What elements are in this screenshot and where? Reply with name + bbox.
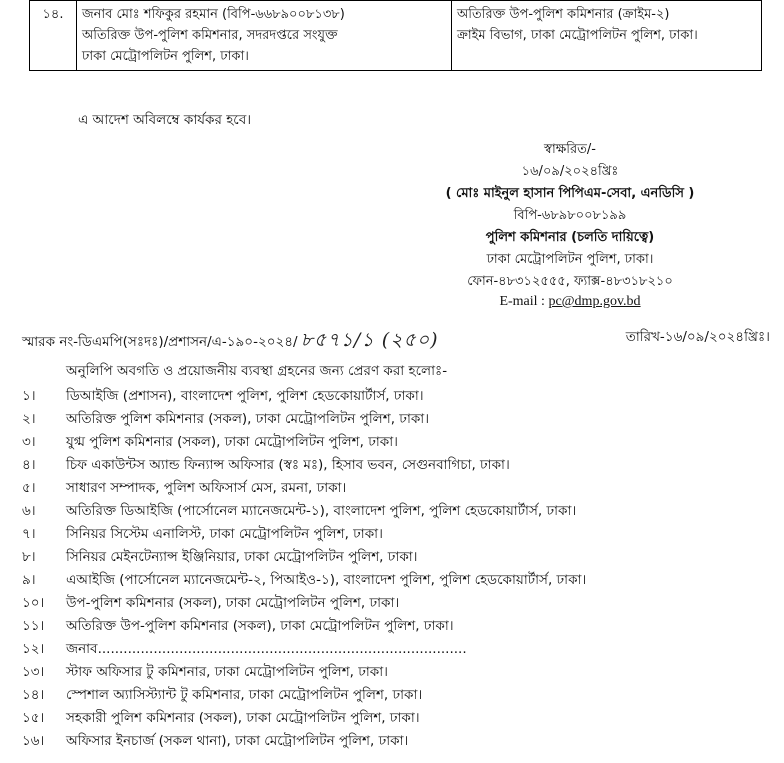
item-text: উপ-পুলিশ কমিশনার (সকল), ঢাকা মেট্রোপলিটন পুলিশ, ঢাকা। xyxy=(66,595,400,611)
item-text: জনাব...................................................................................... xyxy=(66,641,467,657)
item-number: ১। xyxy=(22,388,36,404)
memo-date: তারিখ-১৬/০৯/২০২৪খ্রিঃ। xyxy=(625,329,770,345)
posting-line: ক্রাইম বিভাগ, ঢাকা মেট্রোপলিটন পুলিশ, ঢাকা। xyxy=(457,28,698,43)
current-posting-cell xyxy=(77,1,452,71)
item-number: ৬। xyxy=(22,503,36,519)
item-text: সিনিয়র সিস্টেম এনালিস্ট, ঢাকা মেট্রোপলিটন পুলিশ, ঢাকা। xyxy=(66,526,383,542)
item-text: ডিআইজি (প্রশাসন), বাংলাদেশ পুলিশ, পুলিশ হেডকোয়ার্টার্স, ঢাকা। xyxy=(66,388,424,404)
effect-note: এ আদেশ অবিলম্বে কার্যকর হবে। xyxy=(78,112,252,128)
signatory-designation: পুলিশ কমিশনার (চলতি দায়িত্বে) xyxy=(485,230,655,245)
item-number: ৪। xyxy=(22,457,36,473)
item-number: ৫। xyxy=(22,480,36,496)
item-number: ১৪। xyxy=(22,687,45,703)
transfer-table xyxy=(29,0,762,71)
new-posting-cell xyxy=(452,1,762,71)
current-line: জনাব মোঃ শফিকুর রহমান (বিপি-৬৬৮৯০০৮১৩৮) xyxy=(82,7,345,22)
current-line: অতিরিক্ত উপ-পুলিশ কমিশনার, সদরদপ্তরে সংযুক্ত xyxy=(82,28,338,43)
signatory-org: ঢাকা মেট্রোপলিটন পুলিশ, ঢাকা। xyxy=(486,252,654,267)
item-text: অতিরিক্ত পুলিশ কমিশনার (সকল), ঢাকা মেট্রোপলিটন পুলিশ, ঢাকা। xyxy=(66,411,430,427)
email-label: E-mail : xyxy=(499,294,549,309)
signatory-email-line xyxy=(400,294,740,310)
signatory-phone: ফোন-৪৮৩১২৫৫৫, ফ্যাক্স-৪৮৩১৮২১০ xyxy=(467,274,673,289)
item-number: ১১। xyxy=(22,618,45,634)
signature-date: ১৬/০৯/২০২৪খ্রিঃ xyxy=(521,164,619,179)
item-text: সাধারণ সম্পাদক, পুলিশ অফিসার্স মেস, রমনা, ঢাকা। xyxy=(66,480,347,496)
item-number: ১৫। xyxy=(22,710,45,726)
item-text: সিনিয়র মেইনটেন্যান্স ইঞ্জিনিয়ার, ঢাকা মেট্রোপলিটন পুলিশ, ঢাকা। xyxy=(66,549,418,565)
email-link[interactable]: pc@dmp.gov.bd xyxy=(548,294,641,309)
item-text: এআইজি (পার্সোনেল ম্যানেজমেন্ট-২, পিআইও-১), বাংলাদেশ পুলিশ, পুলিশ হেডকোয়ার্টার্স, ঢাকা। xyxy=(66,572,587,588)
item-text: স্পেশাল অ্যাসিস্ট্যান্ট টু কমিশনার, ঢাকা মেট্রোপলিটন পুলিশ, ঢাকা। xyxy=(66,687,423,703)
item-number: ১২। xyxy=(22,641,45,657)
item-number: ৩। xyxy=(22,434,36,450)
memo-number xyxy=(22,326,439,358)
serial-cell: ১৪. xyxy=(30,1,77,71)
item-text: স্টাফ অফিসার টু কমিশনার, ঢাকা মেট্রোপলিটন পুলিশ, ঢাকা। xyxy=(66,664,388,680)
item-number: ৭। xyxy=(22,526,36,542)
item-text: যুগ্ম পুলিশ কমিশনার (সকল), ঢাকা মেট্রোপলিটন পুলিশ, ঢাকা। xyxy=(66,434,398,450)
copy-intro: অনুলিপি অবগতি ও প্রয়োজনীয় ব্যবস্থা গ্রহনের জন্য প্রেরণ করা হলোঃ- xyxy=(66,363,448,379)
item-text: অতিরিক্ত উপ-পুলিশ কমিশনার (সকল), ঢাকা মেট্রোপলিটন পুলিশ, ঢাকা। xyxy=(66,618,454,634)
item-text: সহকারী পুলিশ কমিশনার (সকল), ঢাকা মেট্রোপলিটন পুলিশ, ঢাকা। xyxy=(66,710,420,726)
item-number: ১৩। xyxy=(22,664,45,680)
item-number: ৮। xyxy=(22,549,36,565)
table-row xyxy=(30,1,762,71)
item-number: ১০। xyxy=(22,595,45,611)
memo-handwritten-number: ৮৫৭১/১ (২৫০) xyxy=(300,329,439,351)
item-text: অফিসার ইনচার্জ (সকল থানা), ঢাকা মেট্রোপলিটন পুলিশ, ঢাকা। xyxy=(66,733,409,749)
item-text: অতিরিক্ত ডিআইজি (পার্সোনেল ম্যানেজমেন্ট-১), বাংলাদেশ পুলিশ, পুলিশ হেডকোয়ার্টার্স, ঢাকা। xyxy=(66,503,577,519)
signed-label: স্বাক্ষরিত/- xyxy=(544,142,596,157)
signatory-name: ( মোঃ মাইনুল হাসান পিপিএম-সেবা, এনডিসি ) xyxy=(445,186,695,201)
item-number: ৯। xyxy=(22,572,36,588)
memo-number-text: স্মারক নং-ডিএমপি(সঃদঃ)/প্রশাসন/এ-১৯০-২০২৪/ xyxy=(22,334,298,350)
signatory-bp: বিপি-৬৮৯৮০০৮১৯৯ xyxy=(513,208,627,223)
item-number: ২। xyxy=(22,411,36,427)
item-text: চিফ একাউন্টস অ্যান্ড ফিন্যান্স অফিসার (স্বঃ মঃ), হিসাব ভবন, সেগুনবাগিচা, ঢাকা। xyxy=(66,457,510,473)
item-number: ১৬। xyxy=(22,733,45,749)
current-line: ঢাকা মেট্রোপলিটন পুলিশ, ঢাকা। xyxy=(82,49,249,64)
posting-line: অতিরিক্ত উপ-পুলিশ কমিশনার (ক্রাইম-২) xyxy=(457,7,670,22)
